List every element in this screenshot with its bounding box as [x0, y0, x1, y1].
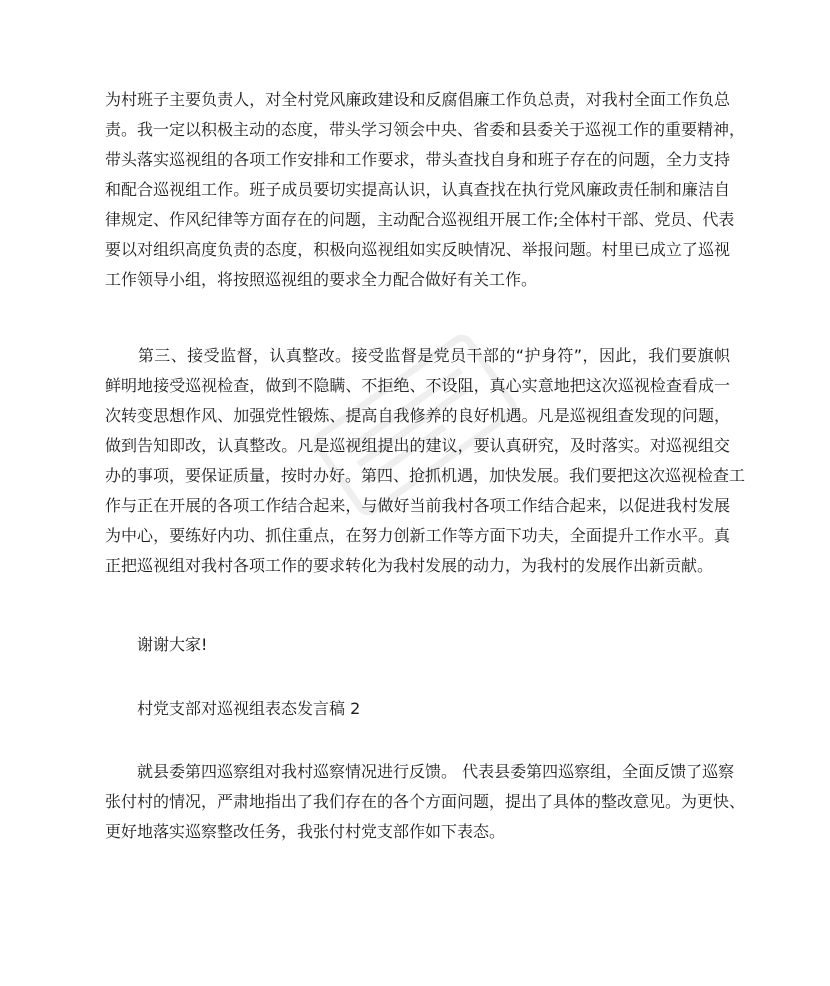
text-line: 责。我一定以积极主动的态度，带头学习领会中央、省委和县委关于巡视工作的重要精神， [105, 120, 746, 139]
text-line: 带头落实巡视组的各项工作安排和工作要求，带头查找自身和班子存在的问题，全力支持 [105, 150, 730, 169]
text-line: 作与正在开展的各项工作结合起来，与做好当前我村各项工作结合起来，以促进我村发展 [105, 496, 730, 515]
text-line: 为中心，要练好内功、抓住重点，在努力创新工作等方面下功夫，全面提升工作水平。真 [105, 526, 730, 545]
paragraph-feedback [105, 757, 746, 847]
paragraph-thanks [105, 630, 730, 660]
text-line: 要以对组织高度负责的态度，积极向巡视组如实反映情况、举报问题。村里已成立了巡视 [105, 240, 730, 259]
text-line: 办的事项，要保证质量，按时办好。第四、抢抓机遇，加快发展。我们要把这次巡视检查工 [105, 466, 746, 485]
text-line: 鲜明地接受巡视检查，做到不隐瞒、不拒绝、不设阻，真心实意地把这次巡视检查看成一 [105, 376, 730, 395]
paragraph-responsibility [105, 85, 746, 295]
text-line: 张付村的情况，严肃地指出了我们存在的各个方面问题，提出了具体的整改意见。为更快、 [105, 792, 746, 811]
heading-text: 村党支部对巡视组表态发言稿 2 [105, 699, 361, 718]
paragraph-supervision [105, 341, 746, 581]
text-line: 就县委第四巡察组对我村巡察情况进行反馈。 代表县委第四巡察组，全面反馈了巡察 [105, 762, 735, 781]
text-line: 工作领导小组，将按照巡视组的要求全力配合做好有关工作。 [105, 270, 538, 289]
text-line: 第三、接受监督，认真整改。接受监督是党员干部的“护身符”，因此，我们要旗帜 [105, 346, 730, 365]
text-line: 律规定、作风纪律等方面存在的问题，主动配合巡视组开展工作;全体村干部、党员、代表 [105, 210, 735, 229]
text-line: 更好地落实巡察整改任务，我张付村党支部作如下表态。 [105, 822, 506, 841]
text-line: 谢谢大家! [105, 635, 208, 654]
section-heading [105, 694, 730, 724]
text-line: 次转变思想作风、加强党性锻炼、提高自我修养的良好机遇。凡是巡视组查发现的问题， [105, 406, 730, 425]
text-line: 做到告知即改，认真整改。凡是巡视组提出的建议，要认真研究，及时落实。对巡视组交 [105, 436, 730, 455]
text-line: 和配合巡视组工作。班子成员要切实提高认识，认真查找在执行党风廉政责任制和廉洁自 [105, 180, 730, 199]
text-line: 为村班子主要负责人，对全村党风廉政建设和反腐倡廉工作负总责，对我村全面工作负总 [105, 90, 730, 109]
text-line: 正把巡视组对我村各项工作的要求转化为我村发展的动力，为我村的发展作出新贡献。 [105, 556, 714, 575]
